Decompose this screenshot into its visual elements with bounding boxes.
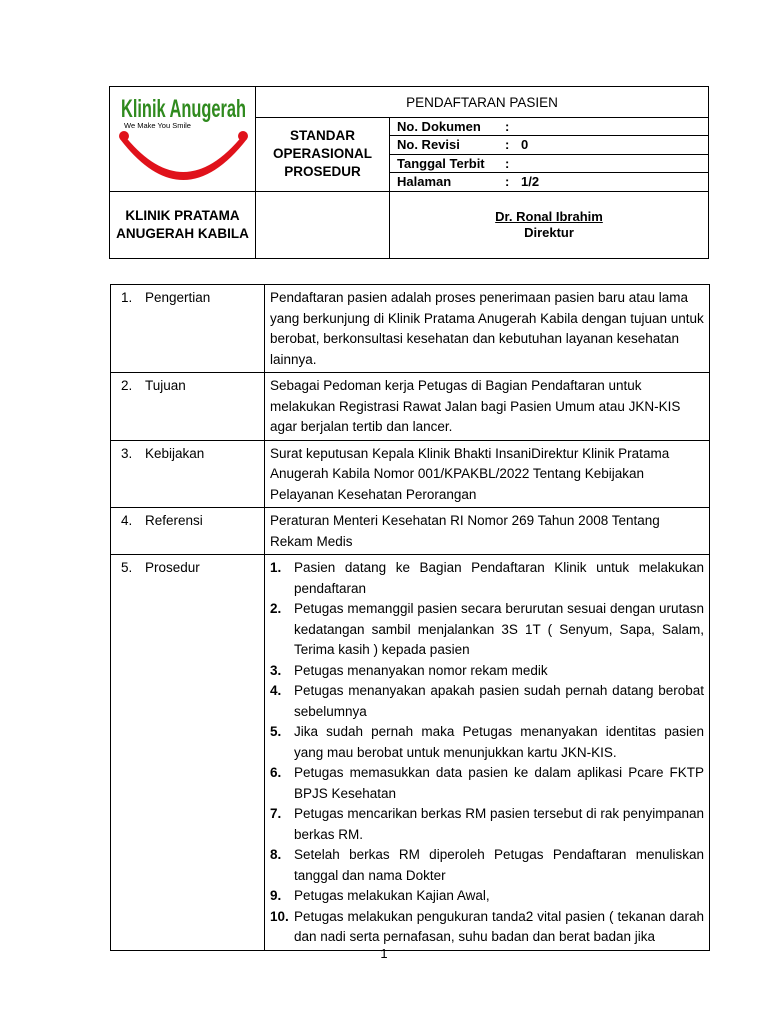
empty-cell xyxy=(256,191,390,258)
sop-line: STANDAR xyxy=(290,128,355,144)
meta-colon: : xyxy=(505,155,510,171)
step-text: Petugas menanyakan nomor rekam medik xyxy=(294,662,548,678)
meta-colon: : xyxy=(505,137,510,153)
signatory-name: Dr. Ronal Ibrahim xyxy=(495,208,603,224)
section-text: Pendaftaran pasien adalah proses penerimaan pasien baru atau lama yang berkunjung di Klinik Pratama Anugerah Kabila dengan tujuan untuk berobat, berkonsultasi kesehatan dan kebutuhan layanan kesehatan lainnya. xyxy=(265,285,710,373)
step-number: 3. xyxy=(270,662,282,678)
procedure-steps xyxy=(265,555,710,951)
section-row xyxy=(111,285,710,373)
meta-label: Tanggal Terbit xyxy=(397,155,485,171)
sop-content-table xyxy=(110,284,710,951)
step-number: 2. xyxy=(270,601,282,616)
list-item xyxy=(270,681,704,722)
step-number: 5. xyxy=(270,724,282,739)
org-line: KLINIK PRATAMA xyxy=(125,207,240,223)
step-text: Petugas memasukkan data pasien ke dalam aplikasi Pcare FKTP BPJS Kesehatan xyxy=(294,765,704,801)
list-item xyxy=(270,907,704,948)
step-number: 10. xyxy=(270,908,289,924)
section-text: Peraturan Menteri Kesehatan RI Nomor 269 Tahun 2008 Tentang Rekam Medis xyxy=(265,508,710,555)
sop-label xyxy=(256,118,390,192)
section-title: Pengertian xyxy=(145,290,211,305)
sop-line: OPERASIONAL xyxy=(272,146,372,162)
section-label xyxy=(111,285,265,373)
meta-label: No. Dokumen xyxy=(397,119,481,134)
step-text: Petugas memanggil pasien secara berurutan sesuai dengan urutasn kedatangan sambil menjalankan 3S 1T ( Senyum, Sapa, Salam, Terima kasih ) kepada pasien xyxy=(294,601,704,657)
meta-row-dokumen xyxy=(390,118,708,136)
meta-value: 0 xyxy=(521,137,529,153)
section-label xyxy=(111,508,265,555)
meta-label: Halaman xyxy=(397,174,452,190)
step-number: 6. xyxy=(270,765,282,780)
step-number: 1. xyxy=(270,560,282,575)
smile-icon xyxy=(120,135,247,181)
list-item xyxy=(270,845,704,886)
section-text: Surat keputusan Kepala Klinik Bhakti InsaniDirektur Klinik Pratama Anugerah Kabila Nomor 001/KPAKBL/2022 Tentang Kebijakan Pelayanan Kesehatan Perorangan xyxy=(265,440,710,508)
step-number: 9. xyxy=(270,888,282,903)
section-label xyxy=(111,555,265,951)
step-text: Jika sudah pernah maka Petugas menanyakan identitas pasien yang mau berobat untuk menunjukkan kartu JKN-KIS. xyxy=(294,724,704,760)
doc-meta xyxy=(390,118,709,192)
step-text: Setelah berkas RM diperoleh Petugas Pendaftaran menuliskan tanggal dan nama Dokter xyxy=(294,847,704,883)
meta-colon: : xyxy=(505,174,510,190)
signatory-role: Direktur xyxy=(524,224,574,240)
smile-left-end-icon xyxy=(119,131,129,141)
meta-row-halaman xyxy=(390,173,708,190)
doc-title: PENDAFTARAN PASIEN xyxy=(256,87,709,118)
section-row xyxy=(111,440,710,508)
logo-cell xyxy=(110,87,256,192)
step-text: Petugas melakukan Kajian Awal, xyxy=(294,888,490,903)
signatory xyxy=(390,191,709,258)
page-number: 1 xyxy=(380,946,388,961)
sop-line: PROSEDUR xyxy=(284,164,361,180)
logo-wordmark: Klinik Anugerah xyxy=(121,95,246,123)
meta-row-tanggal-terbit xyxy=(390,155,708,173)
section-number: 2. xyxy=(121,378,133,393)
section-row xyxy=(111,508,710,555)
meta-colon: : xyxy=(505,119,510,134)
section-number: 3. xyxy=(121,445,133,461)
step-text: Petugas mencarikan berkas RM pasien tersebut di rak penyimpanan berkas RM. xyxy=(294,806,704,842)
section-number: 1. xyxy=(121,290,133,305)
steps-list xyxy=(270,558,704,948)
section-title: Referensi xyxy=(145,513,203,528)
list-item xyxy=(270,661,704,682)
list-item xyxy=(270,804,704,845)
list-item xyxy=(270,763,704,804)
section-title: Tujuan xyxy=(145,378,186,393)
section-title: Kebijakan xyxy=(145,445,205,461)
org-line: ANUGERAH KABILA xyxy=(116,225,249,241)
list-item xyxy=(270,558,704,599)
section-number: 4. xyxy=(121,513,133,528)
section-number: 5. xyxy=(121,560,133,575)
section-row xyxy=(111,373,710,441)
step-text: Pasien datang ke Bagian Pendaftaran Klinik untuk melakukan pendaftaran xyxy=(294,560,704,596)
smile-right-end-icon xyxy=(238,131,248,141)
meta-row-revisi xyxy=(390,136,708,154)
section-text: Sebagai Pedoman kerja Petugas di Bagian Pendaftaran untuk melakukan Registrasi Rawat Jalan bagi Pasien Umum atau JKN-KIS agar berjalan tertib dan lancer. xyxy=(265,373,710,441)
step-number: 8. xyxy=(270,847,282,862)
list-item xyxy=(270,886,704,907)
step-number: 7. xyxy=(270,806,282,821)
section-title: Prosedur xyxy=(145,560,200,575)
section-label xyxy=(111,373,265,441)
sop-header-table xyxy=(109,86,709,259)
logo-tagline: We Make You Smile xyxy=(124,121,191,130)
klinik-anugerah-logo xyxy=(116,91,251,186)
step-text: Petugas menanyakan apakah pasien sudah pernah datang berobat sebelumnya xyxy=(294,683,704,719)
list-item xyxy=(270,599,704,661)
section-row-prosedur xyxy=(111,555,710,951)
list-item xyxy=(270,722,704,763)
meta-value: 1/2 xyxy=(521,174,540,190)
meta-label: No. Revisi xyxy=(397,137,460,153)
step-number: 4. xyxy=(270,683,282,698)
org-name xyxy=(110,191,256,258)
section-label xyxy=(111,440,265,508)
step-text: Petugas melakukan pengukuran tanda2 vital pasien ( tekanan darah dan nadi serta pernafasan, suhu badan dan berat badan jika xyxy=(294,908,704,944)
